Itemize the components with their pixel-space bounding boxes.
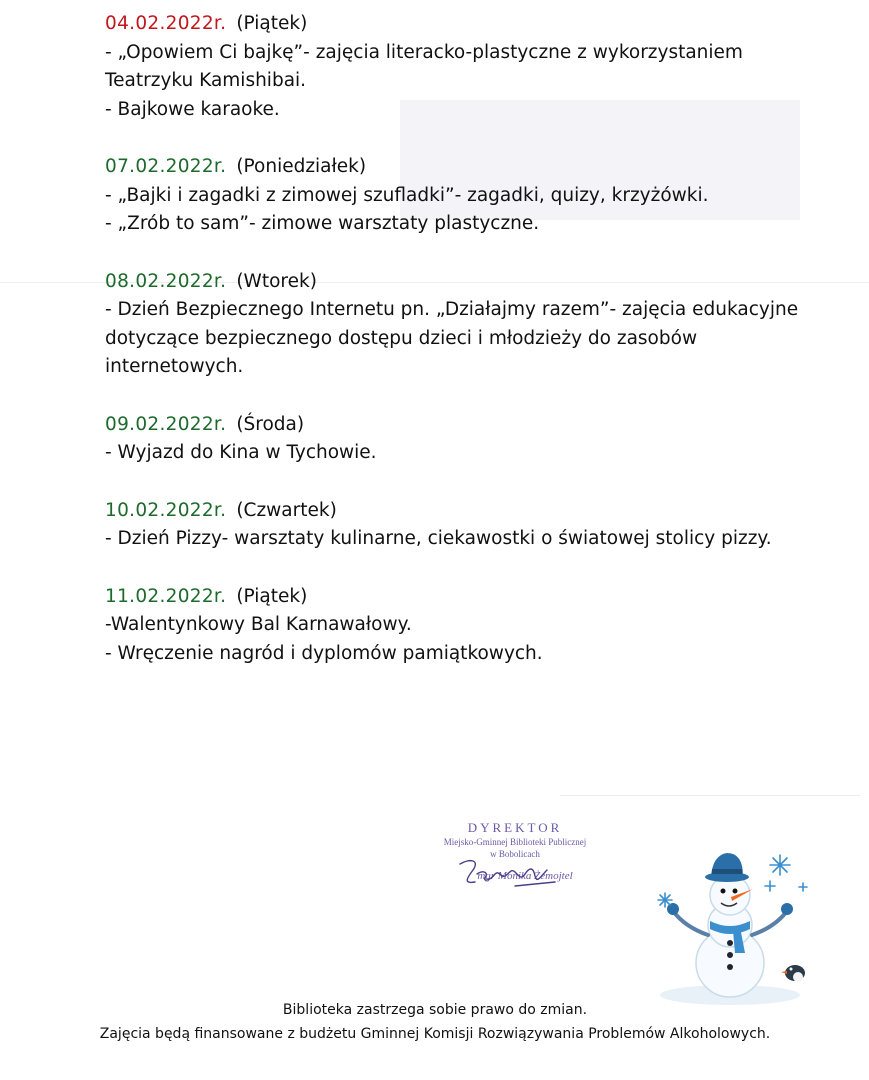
entry-activity: - „Opowiem Ci bajkę”- zajęcia literacko-plastyczne z wykorzystaniem Teatrzyku Kamishibai. <box>105 41 743 91</box>
footer-line-1: Biblioteka zastrzega sobie prawo do zmian. <box>282 1002 588 1018</box>
schedule-entry <box>105 153 805 239</box>
footer-note <box>60 998 810 1046</box>
schedule-entry <box>105 10 805 124</box>
schedule-entry <box>105 497 805 554</box>
schedule-entry <box>105 268 805 382</box>
entry-weekday: (Piątek) <box>236 585 308 607</box>
schedule-entry <box>105 411 805 468</box>
stamp-institution: Miejsko-Gminnej Biblioteki Publicznej <box>443 837 587 847</box>
entry-activity: - Dzień Pizzy- warsztaty kulinarne, ciekawostki o światowej stolicy pizzy. <box>105 528 772 549</box>
entry-heading <box>105 583 805 612</box>
entry-weekday: (Czwartek) <box>236 499 337 521</box>
stamp-name: mgr Monika Żemojtel <box>477 870 573 882</box>
snowman-illustration <box>655 845 815 1005</box>
entry-heading <box>105 153 805 182</box>
schedule-entry <box>105 583 805 669</box>
entry-activity: - „Zrób to sam”- zimowe warsztaty plastyczne. <box>105 213 540 234</box>
background-line <box>560 795 860 796</box>
entry-weekday: (Środa) <box>236 413 305 435</box>
entry-weekday: (Poniedziałek) <box>236 156 367 177</box>
entry-date: 04.02.2022r. <box>105 13 227 34</box>
footer-line-2: Zajęcia będą finansowane z budżetu Gminnej Komisji Rozwiązywania Problemów Alkoholowych. <box>99 1026 771 1042</box>
entry-heading <box>105 10 805 39</box>
entry-heading <box>105 497 805 526</box>
stamp-city: w Bobolicach <box>490 849 540 859</box>
entry-date: 07.02.2022r. <box>105 156 227 177</box>
entry-date: 10.02.2022r. <box>105 499 227 521</box>
entry-activity: - Dzień Bezpiecznego Internetu pn. „Działajmy razem”- zajęcia edukacyjne dotyczące bezpiecznego dostępu dzieci i młodzieży do zasobów internetowych. <box>105 299 799 377</box>
entry-activity: -Walentynkowy Bal Karnawałowy. <box>105 614 412 635</box>
entry-date: 09.02.2022r. <box>105 413 227 435</box>
entry-weekday: (Piątek) <box>236 13 308 34</box>
entry-heading <box>105 268 805 297</box>
entry-weekday: (Wtorek) <box>236 270 317 292</box>
signature <box>455 856 565 892</box>
stamp-title: DYREKTOR <box>467 820 563 835</box>
entry-activity: - „Bajki i zagadki z zimowej szufladki”- zagadki, quizy, krzyżówki. <box>105 184 709 206</box>
entry-date: 08.02.2022r. <box>105 270 227 292</box>
entry-date: 11.02.2022r. <box>105 585 227 607</box>
entry-heading <box>105 411 805 440</box>
entry-activity: - Wręczenie nagród i dyplomów pamiątkowych. <box>105 642 543 664</box>
schedule <box>105 10 805 697</box>
entry-activity: - Wyjazd do Kina w Tychowie. <box>105 442 377 463</box>
entry-activity: - Bajkowe karaoke. <box>105 98 280 120</box>
